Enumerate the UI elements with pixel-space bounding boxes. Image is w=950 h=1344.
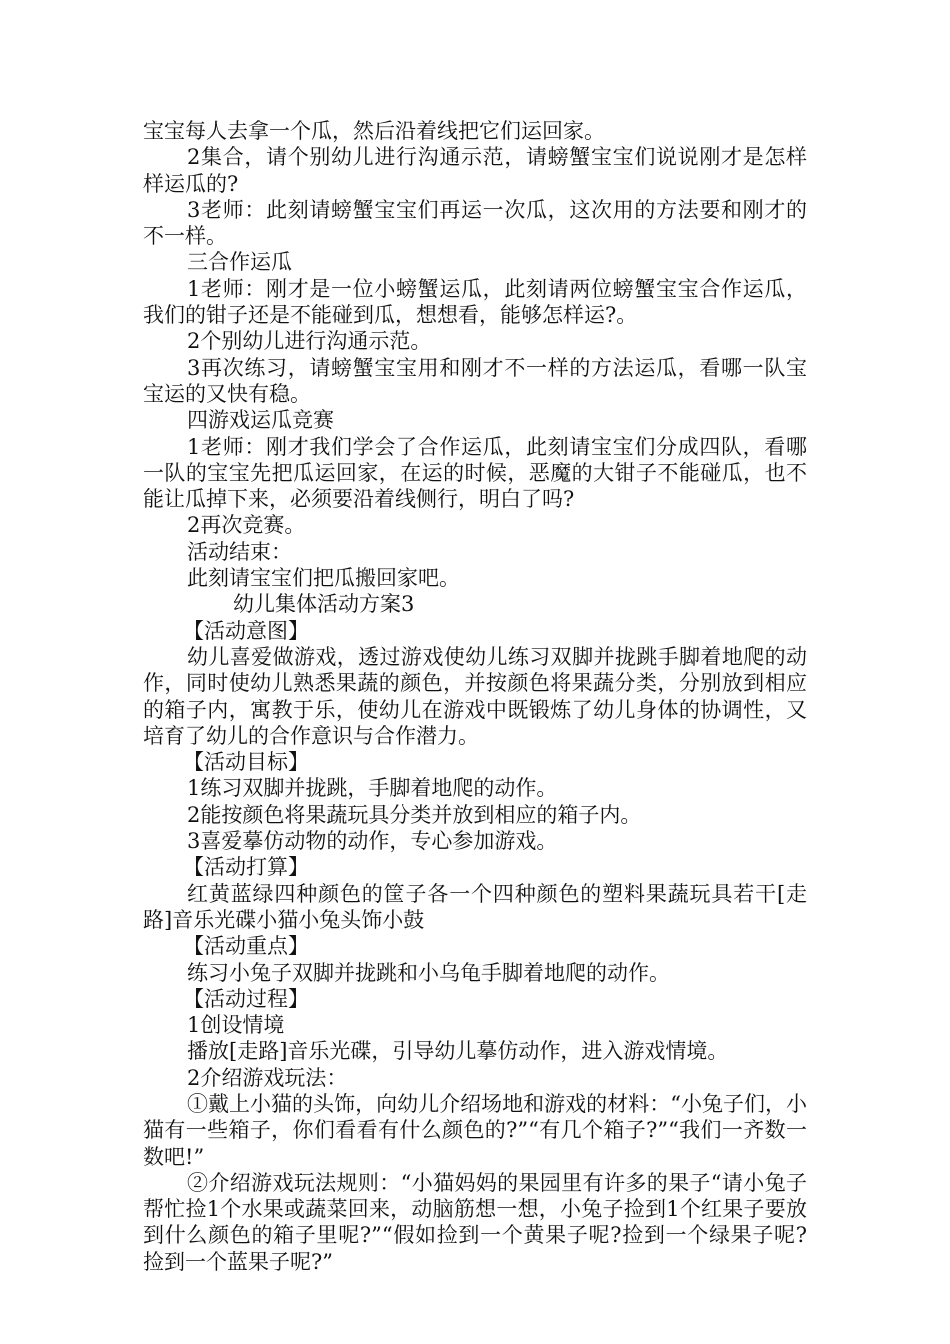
paragraph-focus: 练习小兔子双脚并拢跳和小乌龟手脚着地爬的动作。 [187,960,670,985]
paragraph-2: 2集合，请个别幼儿进行沟通示范，请螃蟹宝宝们说说刚才是怎样样运瓜的? [143,145,807,196]
paragraph-intent: 幼儿喜爱做游戏，透过游戏使幼儿练习双脚并拢跳手脚着地爬的动作，同时使幼儿熟悉果蔬的颜色，并按颜色将果蔬分类，分别放到相应的箱子内，寓教于乐，使幼儿在游戏中既锻炼了幼儿身体的协调性，又培育了幼儿的合作意识与合作潜力。 [143,644,807,748]
section-heading-cooperate: 三合作运瓜 [187,250,292,275]
process-step-2: 2介绍游戏玩法： [187,1065,348,1090]
goal-3: 3喜爱摹仿动物的动作，专心参加游戏。 [187,829,558,854]
process-step-2-item-2: ②介绍游戏玩法规则：“小猫妈妈的果园里有许多的果子“请小兔子帮忙捡1个水果或蔬菜回来，动脑筋想一想，小兔子捡到1个红果子要放到什么颜色的箱子里呢?”“假如捡到一个黄果子呢?捡到一个绿果子呢?捡到一个蓝果子呢?” [143,1170,807,1274]
heading-preparation: 【活动打算】 [183,855,309,880]
paragraph-9: 1老师：刚才我们学会了合作运瓜，此刻请宝宝们分成四队，看哪一队的宝宝先把瓜运回家，在运的时候，恶魔的大钳子不能碰瓜，也不能让瓜掉下来，必须要沿着线侧行，明白了吗? [143,434,807,512]
plan-title: 幼儿集体活动方案3 [233,592,415,617]
paragraph-preparation: 红黄蓝绿四种颜色的筐子各一个四种颜色的塑料果蔬玩具若干[走路]音乐光碟小猫小兔头饰小鼓 [143,881,807,932]
heading-goals: 【活动目标】 [183,750,309,775]
goal-2: 2能按颜色将果蔬玩具分类并放到相应的箱子内。 [187,802,642,827]
paragraph-5: 1老师：刚才是一位小螃蟹运瓜，此刻请两位螃蟹宝宝合作运瓜，我们的钳子还是不能碰到瓜，想想看，能够怎样运?。 [143,276,807,328]
section-heading-competition: 四游戏运瓜竞赛 [187,408,334,433]
heading-intent: 【活动意图】 [183,618,309,643]
paragraph-12: 此刻请宝宝们把瓜搬回家吧。 [187,566,460,591]
process-step-2-item-1: ①戴上小猫的头饰，向幼儿介绍场地和游戏的材料：“小兔子们，小猫有一些箱子，你们看看有什么颜色的?”“有几个箱子?”“我们一齐数一数吧!” [143,1091,807,1169]
paragraph-1: 宝宝每人去拿一个瓜，然后沿着线把它们运回家。 [143,119,605,143]
process-step-1-detail: 播放[走路]音乐光碟，引导幼儿摹仿动作，进入游戏情境。 [187,1039,729,1064]
goal-1: 1练习双脚并拢跳，手脚着地爬的动作。 [187,776,558,801]
heading-focus: 【活动重点】 [183,934,309,959]
paragraph-10: 2再次竞赛。 [187,513,306,538]
paragraph-6: 2个别幼儿进行沟通示范。 [187,329,432,354]
paragraph-7: 3再次练习，请螃蟹宝宝用和刚才不一样的方法运瓜，看哪一队宝宝运的又快有稳。 [143,355,807,406]
section-heading-end: 活动结束： [187,539,292,564]
heading-process: 【活动过程】 [183,986,309,1011]
paragraph-3: 3老师：此刻请螃蟹宝宝们再运一次瓜，这次用的方法要和刚才的不一样。 [143,197,807,249]
process-step-1: 1创设情境 [187,1013,285,1038]
document-body [143,118,807,1275]
